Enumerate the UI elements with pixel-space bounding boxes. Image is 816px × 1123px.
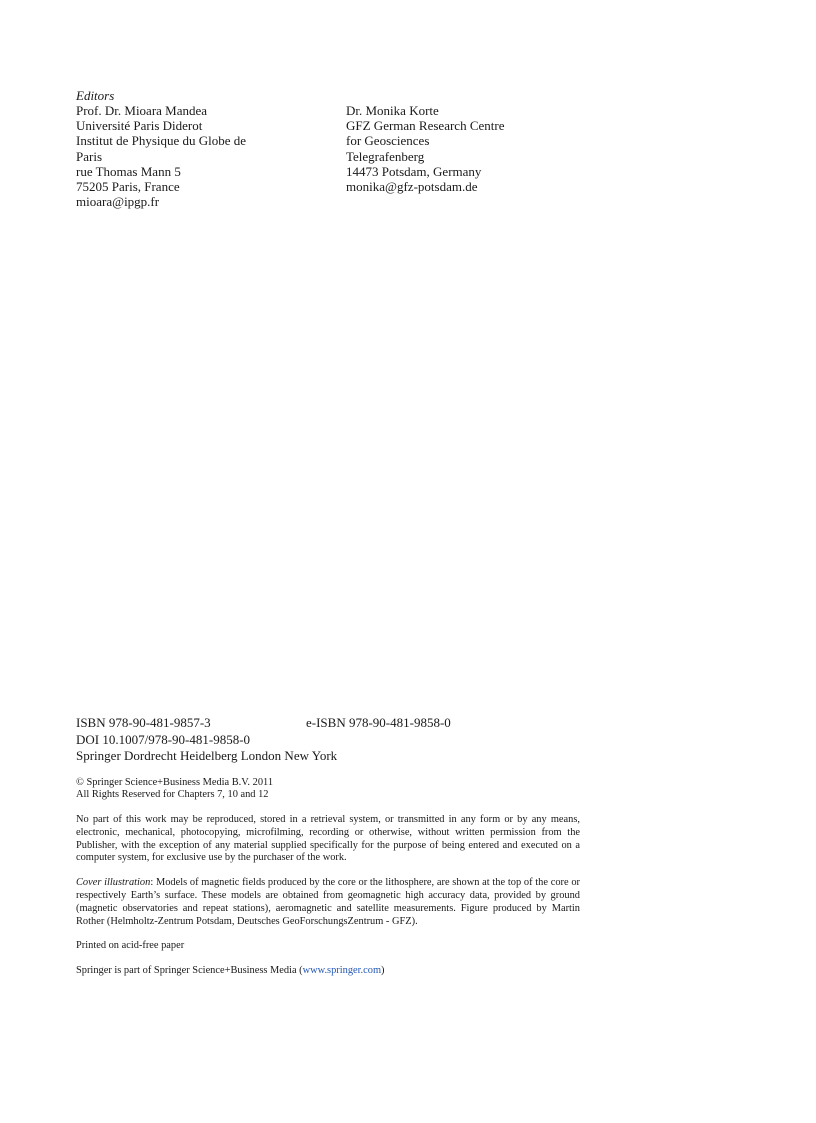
editor-mandea-address [76, 103, 270, 209]
editor-korte-address [346, 103, 546, 209]
springer-note-prefix: Springer is part of Springer Science+Business Media ( [76, 965, 303, 977]
editor-email: monika@gfz-potsdam.de [346, 179, 478, 195]
doi: DOI 10.1007/978-90-481-9858-0 [76, 731, 251, 747]
editor-affiliation: for Geosciences [346, 133, 430, 149]
rights-paragraph: No part of this work may be reproduced, stored in a retrieval system, or transmitted in any form or by any means, electronic, mechanical, photocopying, microfilming, recording or otherwise, without written permission from the Publisher, with the exception of any material supplied specifically for the purpose of being entered and executed on a computer system, for exclusive use by the purchaser of the work. [76, 814, 580, 864]
rights-reserved-line: All Rights Reserved for Chapters 7, 10 and 12 [76, 789, 269, 801]
editor-city: 75205 Paris, France [76, 179, 180, 195]
editor-name: Prof. Dr. Mioara Mandea [76, 103, 208, 118]
editor-affiliation: Université Paris Diderot [76, 118, 203, 134]
editor-affiliation: Paris [76, 148, 102, 164]
paper-note: Printed on acid-free paper [76, 940, 185, 952]
editor-email: mioara@ipgp.fr [76, 194, 160, 210]
copyright-line: © Springer Science+Business Media B.V. 2011 [76, 776, 274, 788]
springer-note [76, 965, 580, 978]
editor-city: 14473 Potsdam, Germany [346, 163, 482, 179]
editor-name: Dr. Monika Korte [346, 103, 439, 118]
editors-label: Editors [76, 88, 115, 103]
editor-affiliation: GFZ German Research Centre [346, 118, 505, 134]
cover-illustration-paragraph [76, 877, 580, 928]
cover-illustration-label: Cover illustration [76, 877, 151, 889]
eisbn: e-ISBN 978-90-481-9858-0 [306, 715, 451, 730]
editors-block [76, 88, 596, 209]
editor-affiliation: Institut de Physique du Globe de [76, 133, 247, 149]
editor-columns [76, 103, 596, 209]
isbn-row [76, 715, 580, 732]
copyright-notice [76, 777, 580, 803]
springer-link[interactable]: www.springer.com [302, 965, 382, 977]
editor-street: Telegrafenberg [346, 148, 425, 164]
editor-street: rue Thomas Mann 5 [76, 163, 181, 179]
imprint-block [76, 715, 580, 978]
isbn: ISBN 978-90-481-9857-3 [76, 715, 211, 730]
cover-illustration-text: : Models of magnetic fields produced by the core or the lithosphere, are shown at the top of the core or respectively Earth’s surface. These models are obtained from geomagnetic high accuracy data, provided by ground (magnetic observatories and repeat stations), aeromagnetic and satellite measurements. Figure produced by Martin Rother (Helmholtz-Zentrum Potsdam, Deutsches GeoForschungsZentrum - GFZ). [76, 877, 580, 927]
springer-note-suffix: ) [381, 965, 385, 977]
publisher-line: Springer Dordrecht Heidelberg London New York [76, 748, 338, 763]
